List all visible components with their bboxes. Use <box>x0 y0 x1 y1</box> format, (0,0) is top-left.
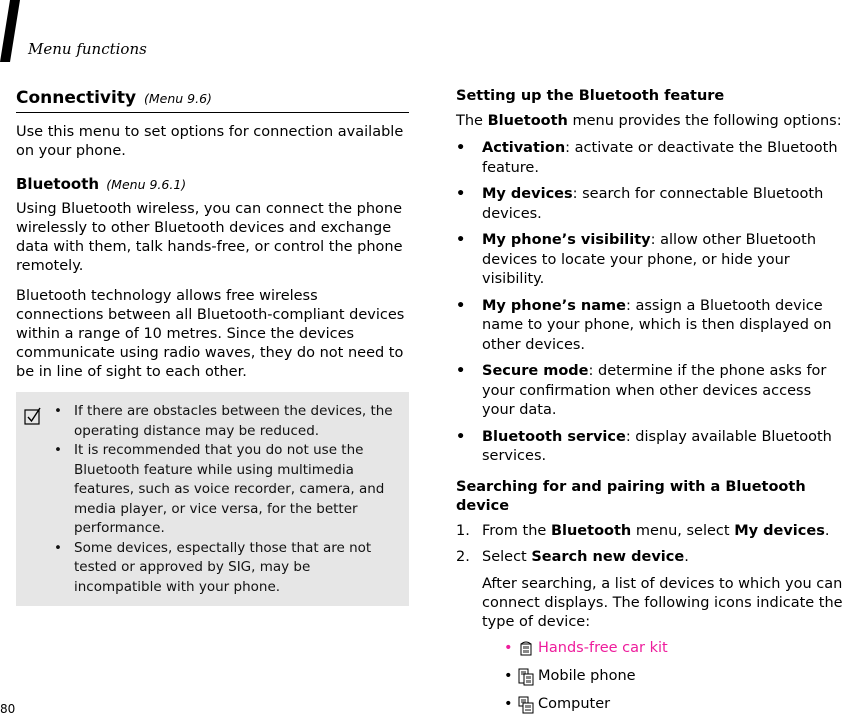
device-item: • Mobile phone <box>504 667 636 684</box>
setup-heading: Setting up the Bluetooth feature <box>456 88 725 104</box>
section-title: Connectivity <box>16 88 137 108</box>
steps-list <box>456 522 843 715</box>
right-column <box>456 88 843 722</box>
subsection-title: Bluetooth <box>16 175 100 193</box>
step-item: 2. Select Search new device. After searching, a list of devices to which you can connect displays. The following icons indicate the type of device: • Hands-free car kit • Mobile phone • Computer <box>456 548 843 715</box>
option-item: • My phone’s name: assign a Bluetooth device name to your phone, which is then displayed on other devices. <box>456 297 832 353</box>
step2-description: After searching, a list of devices to which you can connect displays. The following icons indicate the type of device: <box>482 575 843 630</box>
section-intro: Use this menu to set options for connection available on your phone. <box>16 124 404 159</box>
options-list <box>456 139 843 467</box>
options-lead: The Bluetooth menu provides the following options: <box>456 113 842 129</box>
computer-icon <box>518 696 534 714</box>
device-item: • Computer <box>504 695 611 712</box>
bluetooth-paragraph-1: Using Bluetooth wireless, you can connect the phone wirelessly to other Bluetooth devices and exchange data with them, talk hands-free, or control the phone remotely. <box>16 201 403 274</box>
header-accent-bar <box>0 0 20 62</box>
device-item: • Hands-free car kit <box>504 639 668 656</box>
hands-free-car-kit-icon <box>518 640 534 656</box>
option-item: • Secure mode: determine if the phone asks for your confirmation when other devices access your data. <box>456 363 827 418</box>
option-item: • My devices: search for connectable Bluetooth devices. <box>456 186 824 222</box>
pairing-heading: Searching for and pairing with a Bluetooth device <box>456 478 806 514</box>
checkbox-note-icon <box>24 407 42 425</box>
option-item: • Bluetooth service: display available Bluetooth services. <box>456 428 832 464</box>
note-item: • It is recommended that you do not use the Bluetooth feature while using multimedia features, such as voice recorder, camera, and media player, or vice versa, for the better performance. <box>54 442 385 536</box>
section-menu-ref: (Menu 9.6) <box>143 91 212 106</box>
page-header-title: Menu functions <box>28 40 147 58</box>
note-item: • If there are obstacles between the devices, the operating distance may be reduced. <box>54 403 393 439</box>
subsection-heading <box>16 175 409 193</box>
option-item: • My phone’s visibility: allow other Bluetooth devices to locate your phone, or hide your visibility. <box>456 232 817 287</box>
section-heading <box>16 88 409 113</box>
subsection-menu-ref: (Menu 9.6.1) <box>106 177 187 192</box>
note-box <box>16 392 409 606</box>
option-item: • Activation: activate or deactivate the Bluetooth feature. <box>456 140 838 176</box>
mobile-phone-icon <box>518 668 534 686</box>
device-icon-list <box>482 638 843 715</box>
left-column <box>16 88 409 606</box>
bluetooth-paragraph-2: Bluetooth technology allows free wireless connections between all Bluetooth-compliant devices within a range of 10 metres. Since the devices communicate using radio waves, they do not need to be in line of sight to each other. <box>16 288 405 380</box>
step-item: 1. From the Bluetooth menu, select My devices. <box>456 522 830 539</box>
note-list <box>24 402 401 597</box>
note-item: • Some devices, espectally those that are not tested or approved by SIG, may be incompatible with your phone. <box>54 539 372 595</box>
page-number: 80 <box>0 702 16 716</box>
